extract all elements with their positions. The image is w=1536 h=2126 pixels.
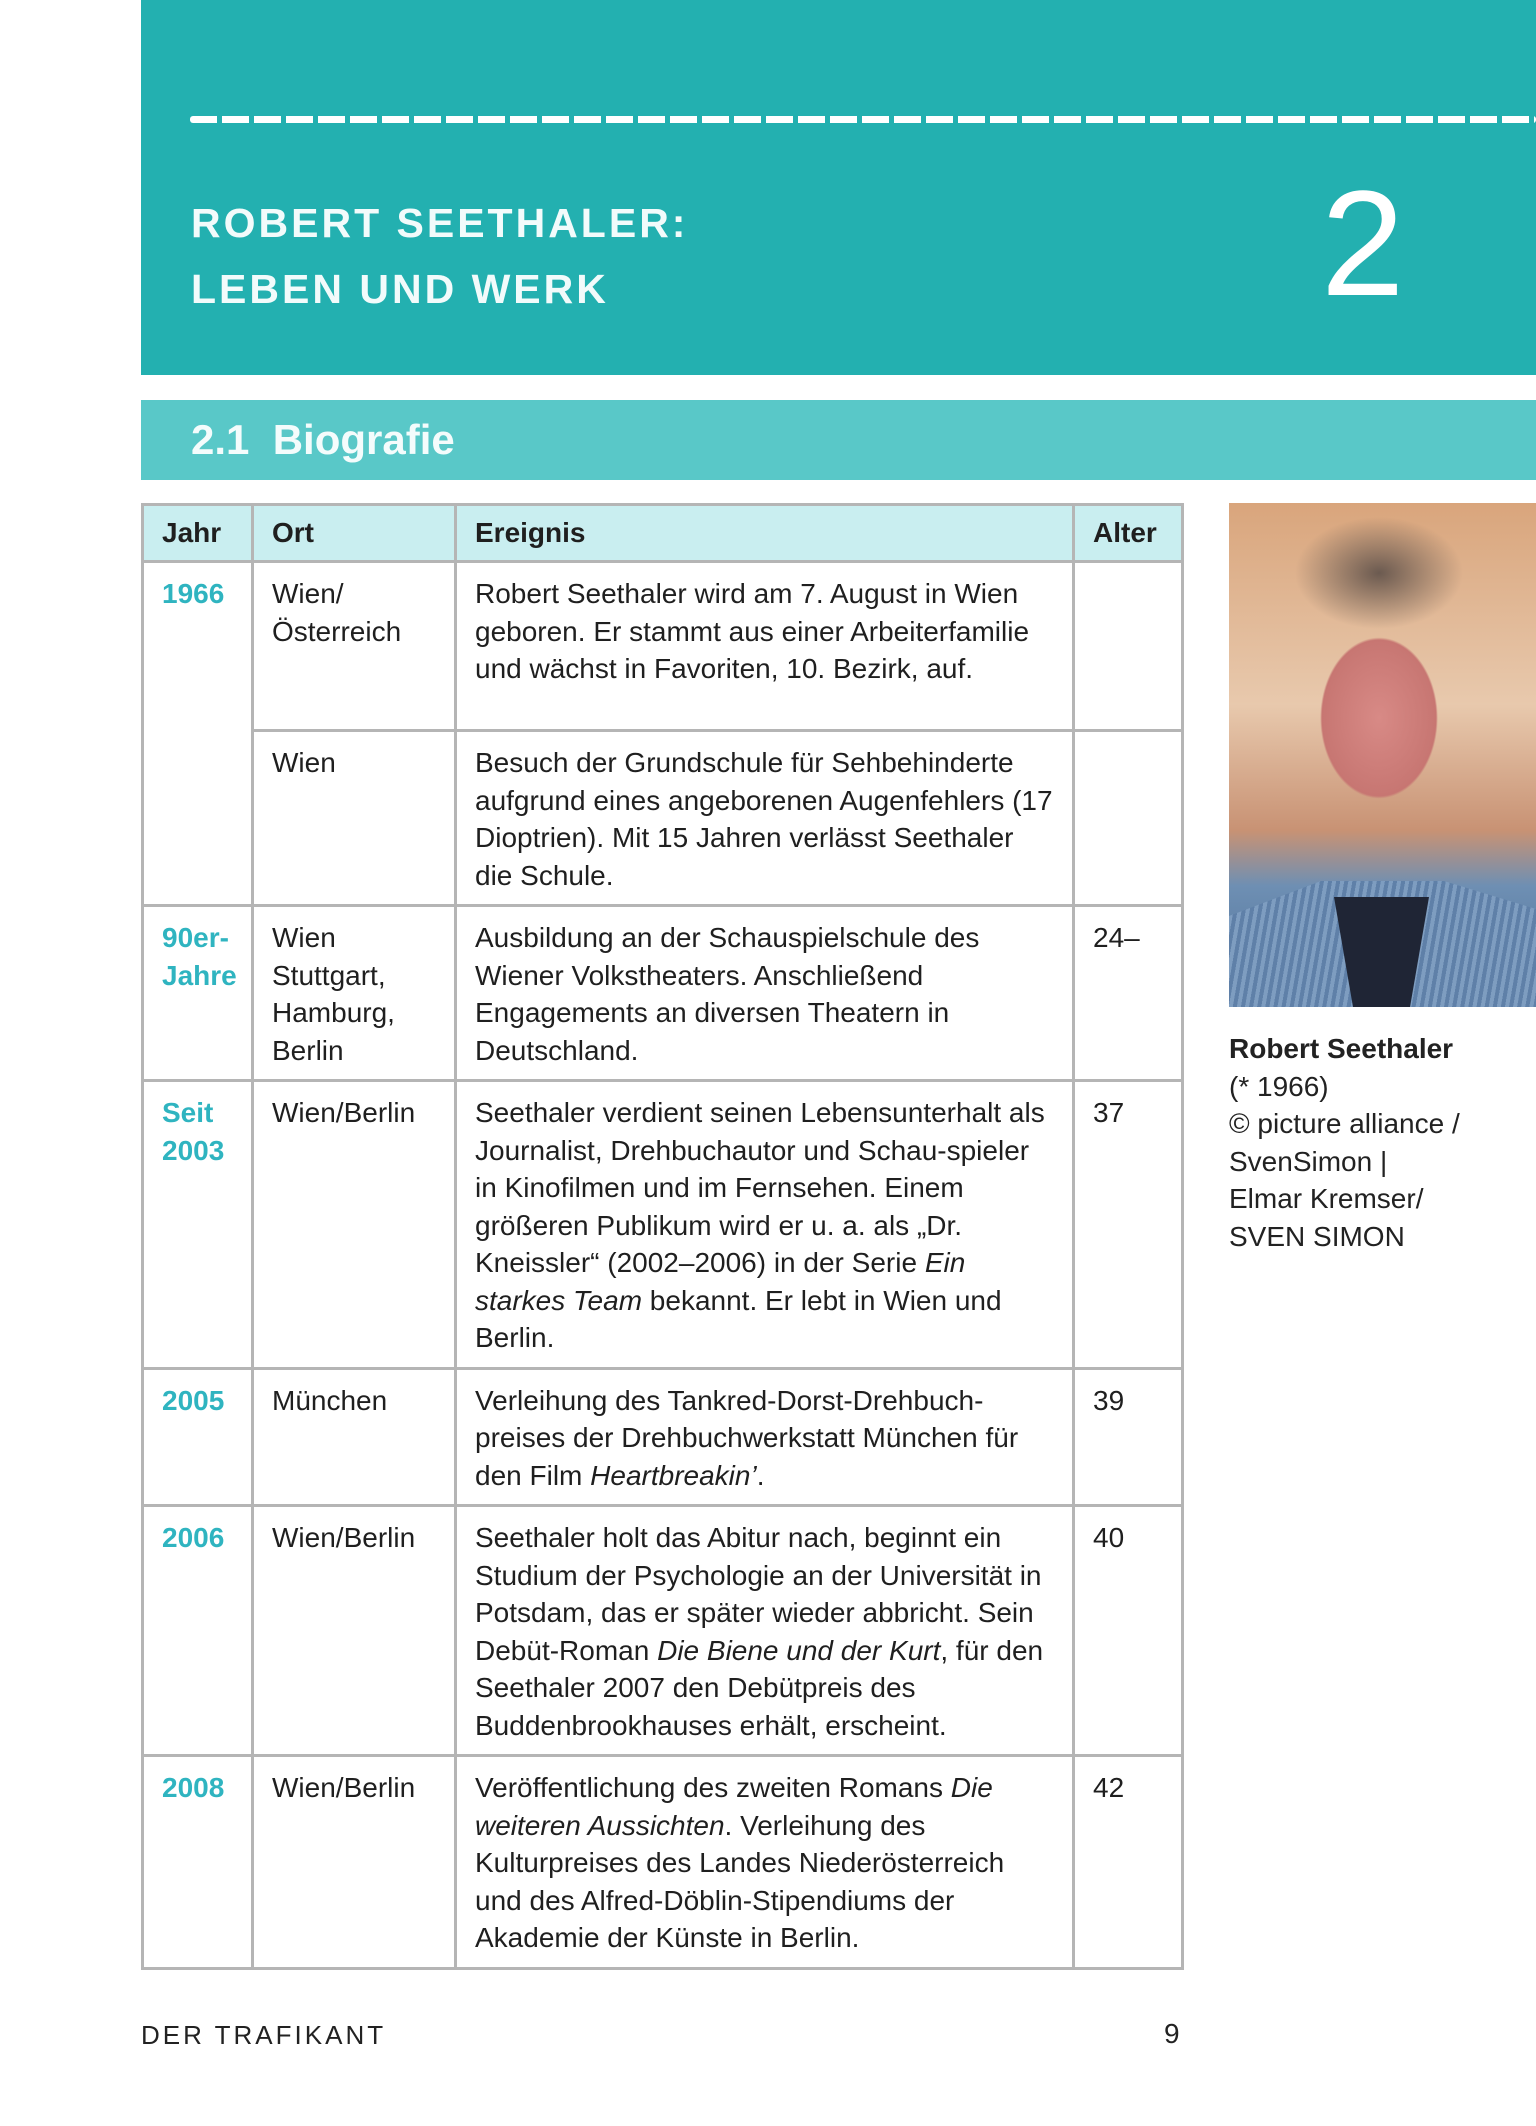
cell-alter: 39: [1074, 1368, 1183, 1506]
series-title: Ein starkes Team: [475, 1247, 966, 1316]
cell-jahr: Seit 2003: [143, 1081, 253, 1369]
header-jahr: Jahr: [143, 505, 253, 562]
cell-ort: Wien/Berlin: [253, 1506, 456, 1756]
table-row: [143, 1506, 1183, 1756]
cell-ereignis: [456, 1756, 1074, 1969]
header-alter: Alter: [1074, 505, 1183, 562]
page-number: 9: [1164, 2018, 1180, 2049]
cell-ereignis: [456, 1081, 1074, 1369]
section-title: 2.1 Biografie: [191, 416, 455, 463]
cell-alter: 42: [1074, 1756, 1183, 1969]
cell-ort: Wien/Berlin: [253, 1756, 456, 1969]
ereignis-text: .: [756, 1459, 765, 1491]
photo-caption: [1229, 1030, 1529, 1255]
cell-alter: 37: [1074, 1081, 1183, 1369]
chapter-title: [191, 190, 688, 322]
cell-alter: [1074, 731, 1183, 906]
cell-ort: Wien: [253, 731, 456, 906]
header-ereignis: Ereignis: [456, 505, 1074, 562]
caption-name: Robert Seethaler: [1229, 1033, 1454, 1064]
chapter-title-line-1: ROBERT SEETHALER:: [191, 200, 689, 246]
film-title: Heartbreakin’: [590, 1459, 757, 1491]
novel-title: Die weiteren Aussichten: [475, 1772, 993, 1841]
ereignis-text: Verleihung des Tankred-Dorst-Drehbuch-preises der Drehbuchwerkstatt München für den Film: [475, 1384, 1019, 1491]
cell-alter: [1074, 562, 1183, 731]
ereignis-text: bekannt. Er lebt in Wien und Berlin.: [475, 1284, 1002, 1353]
cell-ereignis: [456, 1368, 1074, 1506]
header-ort: Ort: [253, 505, 456, 562]
cell-jahr: 2006: [143, 1506, 253, 1756]
cell-jahr: 2005: [143, 1368, 253, 1506]
author-portrait-photo: [1229, 503, 1536, 1007]
cell-ort: Wien/Berlin: [253, 1081, 456, 1369]
caption-credit: SvenSimon |: [1229, 1145, 1388, 1177]
section-header: [141, 400, 1536, 480]
footer-book-title: DER TRAFIKANT: [141, 2020, 387, 2050]
cell-jahr: 90er-Jahre: [143, 906, 253, 1081]
ereignis-text: Seethaler holt das Abitur nach, beginnt ein Studium der Psychologie an der Universität in Potsdam, das er später wieder abbricht. Sein Debüt-Roman: [475, 1522, 1042, 1666]
table-header-row: [143, 505, 1183, 562]
cell-ort: Wien Stuttgart, Hamburg, Berlin: [253, 906, 456, 1081]
cell-jahr: 1966: [143, 562, 253, 906]
ereignis-text: , für den Seethaler 2007 den Debütpreis des Buddenbrookhauses erhält, erscheint.: [475, 1634, 1044, 1741]
ereignis-text: Seethaler verdient seinen Lebensunterhalt als Journalist, Drehbuchautor und Schau-spieler in Kinofilmen und im Fernsehen. Einem größeren Publikum wird er u. a. als „Dr. Kneissler“ (2002–2006) in der Serie: [475, 1097, 1045, 1278]
cell-ereignis: Ausbildung an der Schauspielschule des Wiener Volkstheaters. Anschließend Engagements an diversen Theatern in Deutschland.: [456, 906, 1074, 1081]
table-row: [143, 562, 1183, 731]
cell-ort: München: [253, 1368, 456, 1506]
ereignis-text: . Verleihung des Kulturpreises des Landes Niederösterreich und des Alfred-Döblin-Stipendiums der Akademie der Künste in Berlin.: [475, 1809, 1005, 1953]
cell-ort: Wien/ Österreich: [253, 562, 456, 731]
biography-table: [141, 503, 1184, 1970]
caption-credit: Elmar Kremser/: [1229, 1183, 1424, 1214]
chapter-header: [141, 0, 1536, 375]
table-row: [143, 1756, 1183, 1969]
caption-born: (* 1966): [1229, 1070, 1329, 1102]
chapter-title-line-2: LEBEN UND WERK: [191, 266, 609, 312]
cell-alter: 40: [1074, 1506, 1183, 1756]
cell-jahr: 2008: [143, 1756, 253, 1969]
table-row: [143, 906, 1183, 1081]
novel-title: Die Biene und der Kurt: [657, 1634, 941, 1666]
caption-credit: © picture alliance /: [1229, 1108, 1460, 1139]
ereignis-text: Veröffentlichung des zweiten Romans: [475, 1772, 951, 1803]
dashed-divider: [190, 116, 1536, 123]
table-row: [143, 1081, 1183, 1369]
cell-alter: 24–: [1074, 906, 1183, 1081]
cell-ereignis: Robert Seethaler wird am 7. August in Wien geboren. Er stammt aus einer Arbeiterfamilie und wächst in Favoriten, 10. Bezirk, auf.: [456, 562, 1074, 731]
caption-credit: SVEN SIMON: [1229, 1220, 1405, 1252]
chapter-number: 2: [1321, 159, 1405, 327]
cell-ereignis: [456, 1506, 1074, 1756]
table-row: [143, 731, 1183, 906]
table-row: [143, 1368, 1183, 1506]
cell-ereignis: Besuch der Grundschule für Sehbehinderte aufgrund eines angeborenen Augenfehlers (17 Dioptrien). Mit 15 Jahren verlässt Seethaler die Schule.: [456, 731, 1074, 906]
